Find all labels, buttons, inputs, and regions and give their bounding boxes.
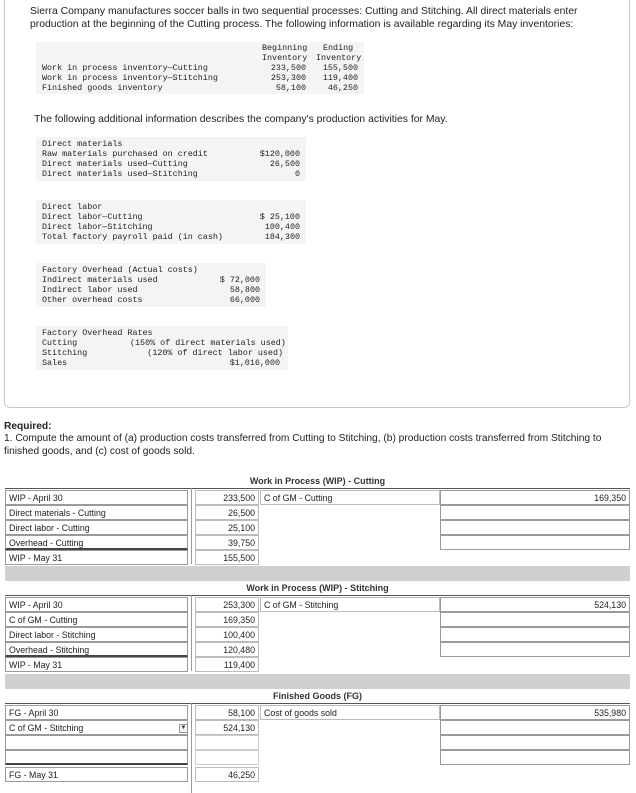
credit-amount[interactable]: 169,350 (440, 490, 630, 505)
debit-label-empty[interactable] (5, 750, 188, 765)
additional-info-paragraph: The following additional information describes the company's production activities for May. (34, 114, 448, 125)
rate-label: Cutting (42, 338, 78, 348)
rate-label: Sales (42, 358, 68, 368)
table-row (5, 642, 630, 657)
table-row (5, 612, 630, 627)
table-row (5, 505, 630, 520)
foh-label: Indirect materials used (42, 275, 158, 285)
required-text: 1. Compute the amount of (a) production costs transferred from Cutting to Stitching, (b) production costs transferred from Stitching to finished goods, and (c) cost of goods sold. (4, 433, 602, 457)
table-row (5, 720, 630, 735)
foh-label: Indirect labor used (42, 285, 138, 295)
credit-amount-empty[interactable] (440, 505, 630, 520)
credit-amount-empty[interactable] (440, 612, 630, 627)
dl-value: 100,400 (264, 222, 300, 232)
inv-header-begin2: Inventory (262, 53, 308, 63)
inv-header-begin1: Beginning (262, 43, 308, 53)
foh-value: 66,000 (229, 295, 260, 305)
required-section (4, 421, 630, 458)
debit-amount[interactable]: 253,300 (195, 597, 259, 612)
debit-label[interactable]: Direct labor - Stitching (5, 627, 188, 642)
intro-paragraph: Sierra Company manufactures soccer balls in two sequential processes: Cutting and Stitching. All direct materials enter production at the beginning of the Cutting process. The following information is available regarding its May inventories: (30, 6, 578, 30)
debit-amount[interactable]: 26,500 (195, 505, 259, 520)
ending-balance-amount[interactable]: 46,250 (195, 767, 259, 782)
rate-value: (120% of direct labor used) (147, 348, 283, 358)
dl-label: Total factory payroll paid (in cash) (42, 232, 223, 242)
debit-label[interactable]: Direct labor - Cutting (5, 520, 188, 535)
table-row (5, 490, 630, 505)
dm-value: 26,500 (269, 159, 300, 169)
debit-amount[interactable]: 169,350 (195, 612, 259, 627)
rate-value: $1,016,000 (229, 358, 280, 368)
debit-label[interactable]: C of GM - Cutting (5, 612, 188, 627)
credit-label[interactable]: C of GM - Cutting (260, 490, 440, 505)
debit-amount-empty[interactable] (195, 750, 259, 765)
debit-amount-empty[interactable] (195, 735, 259, 750)
inv-begin: 233,500 (270, 63, 306, 73)
ending-balance-label[interactable]: WIP - May 31 (5, 550, 188, 565)
credit-amount-empty[interactable] (440, 627, 630, 642)
dl-title: Direct labor (42, 202, 103, 212)
credit-label[interactable]: Cost of goods sold (260, 705, 440, 720)
dl-value: 184,300 (264, 232, 300, 242)
credit-amount-empty[interactable] (440, 750, 630, 765)
debit-amount[interactable]: 100,400 (195, 627, 259, 642)
debit-amount[interactable]: 524,130 (195, 720, 259, 735)
t-account-top-rule (5, 595, 630, 596)
debit-label[interactable]: WIP - April 30 (5, 597, 188, 612)
inv-end: 46,250 (327, 83, 358, 93)
table-row (5, 550, 630, 565)
dm-label: Direct materials used—Stitching (42, 169, 198, 179)
credit-amount-empty[interactable] (440, 720, 630, 735)
section-separator (5, 674, 630, 689)
inv-label: Finished goods inventory (42, 83, 163, 93)
dl-label: Direct labor—Stitching (42, 222, 153, 232)
dm-label: Direct materials used—Cutting (42, 159, 188, 169)
table-row (5, 520, 630, 535)
ending-balance-amount[interactable]: 155,500 (195, 550, 259, 565)
debit-amount[interactable]: 25,100 (195, 520, 259, 535)
foh-value: $ 72,000 (219, 275, 260, 285)
inv-label: Work in process inventory—Cutting (42, 63, 208, 73)
debit-label-select[interactable] (5, 720, 188, 735)
inv-header-end1: Ending (323, 43, 354, 53)
credit-amount[interactable]: 535,980 (440, 705, 630, 720)
inv-end: 155,500 (322, 63, 358, 73)
debit-label[interactable]: Overhead - Stitching (5, 642, 188, 657)
inv-label: Work in process inventory—Stitching (42, 73, 218, 83)
dl-label: Direct labor—Cutting (42, 212, 143, 222)
rates-title: Factory Overhead Rates (42, 328, 153, 338)
inv-begin: 253,300 (270, 73, 306, 83)
debit-amount[interactable]: 39,750 (195, 535, 259, 550)
dm-value: $120,000 (259, 149, 300, 159)
credit-amount-empty[interactable] (440, 535, 630, 550)
inv-header-end2: Inventory (316, 53, 362, 63)
finished-goods-title: Finished Goods (FG) (273, 691, 362, 701)
ending-balance-label[interactable]: WIP - May 31 (5, 657, 188, 672)
foh-value: 58,800 (229, 285, 260, 295)
debit-label[interactable]: FG - April 30 (5, 705, 188, 720)
credit-amount-empty[interactable] (440, 642, 630, 657)
credit-amount-empty[interactable] (440, 520, 630, 535)
wip-stitching-title: Work in Process (WIP) - Stitching (246, 583, 389, 593)
debit-amount[interactable]: 120,480 (195, 642, 259, 657)
foh-title: Factory Overhead (Actual costs) (42, 265, 198, 275)
dm-value: 0 (294, 169, 300, 179)
credit-amount-empty[interactable] (440, 735, 630, 750)
credit-label[interactable]: C of GM - Stitching (260, 597, 440, 612)
t-account-top-rule (5, 703, 630, 704)
dl-value: $ 25,100 (259, 212, 300, 222)
debit-label[interactable]: WIP - April 30 (5, 490, 188, 505)
dm-title: Direct materials (42, 139, 123, 149)
debit-label[interactable]: Direct materials - Cutting (5, 505, 188, 520)
table-row (5, 627, 630, 642)
dm-label: Raw materials purchased on credit (42, 149, 208, 159)
rate-value: (150% of direct materials used) (130, 338, 286, 348)
table-row (5, 735, 630, 750)
debit-amount[interactable]: 58,100 (195, 705, 259, 720)
wip-cutting-title: Work in Process (WIP) - Cutting (249, 476, 386, 486)
foh-label: Other overhead costs (42, 295, 143, 305)
inv-end: 119,400 (322, 73, 358, 83)
chevron-down-icon[interactable]: ▼ (180, 725, 187, 731)
debit-label-empty[interactable] (5, 735, 188, 750)
table-row (5, 750, 630, 765)
credit-amount[interactable]: 524,130 (440, 597, 630, 612)
ending-balance-label[interactable]: FG - May 31 (5, 767, 188, 782)
table-row (5, 535, 630, 550)
debit-label: C of GM - Stitching (9, 723, 84, 733)
debit-label[interactable]: Overhead - Cutting (5, 535, 188, 550)
required-heading: Required: (4, 421, 52, 432)
section-separator (5, 566, 630, 581)
ending-balance-amount[interactable]: 119,400 (195, 657, 259, 672)
inv-begin: 58,100 (275, 83, 306, 93)
table-row (5, 705, 630, 720)
debit-amount[interactable]: 233,500 (195, 490, 259, 505)
table-row (5, 597, 630, 612)
t-account-top-rule (5, 488, 630, 489)
rate-label: Stitching (42, 348, 88, 358)
table-row (5, 657, 630, 672)
table-row (5, 767, 630, 782)
